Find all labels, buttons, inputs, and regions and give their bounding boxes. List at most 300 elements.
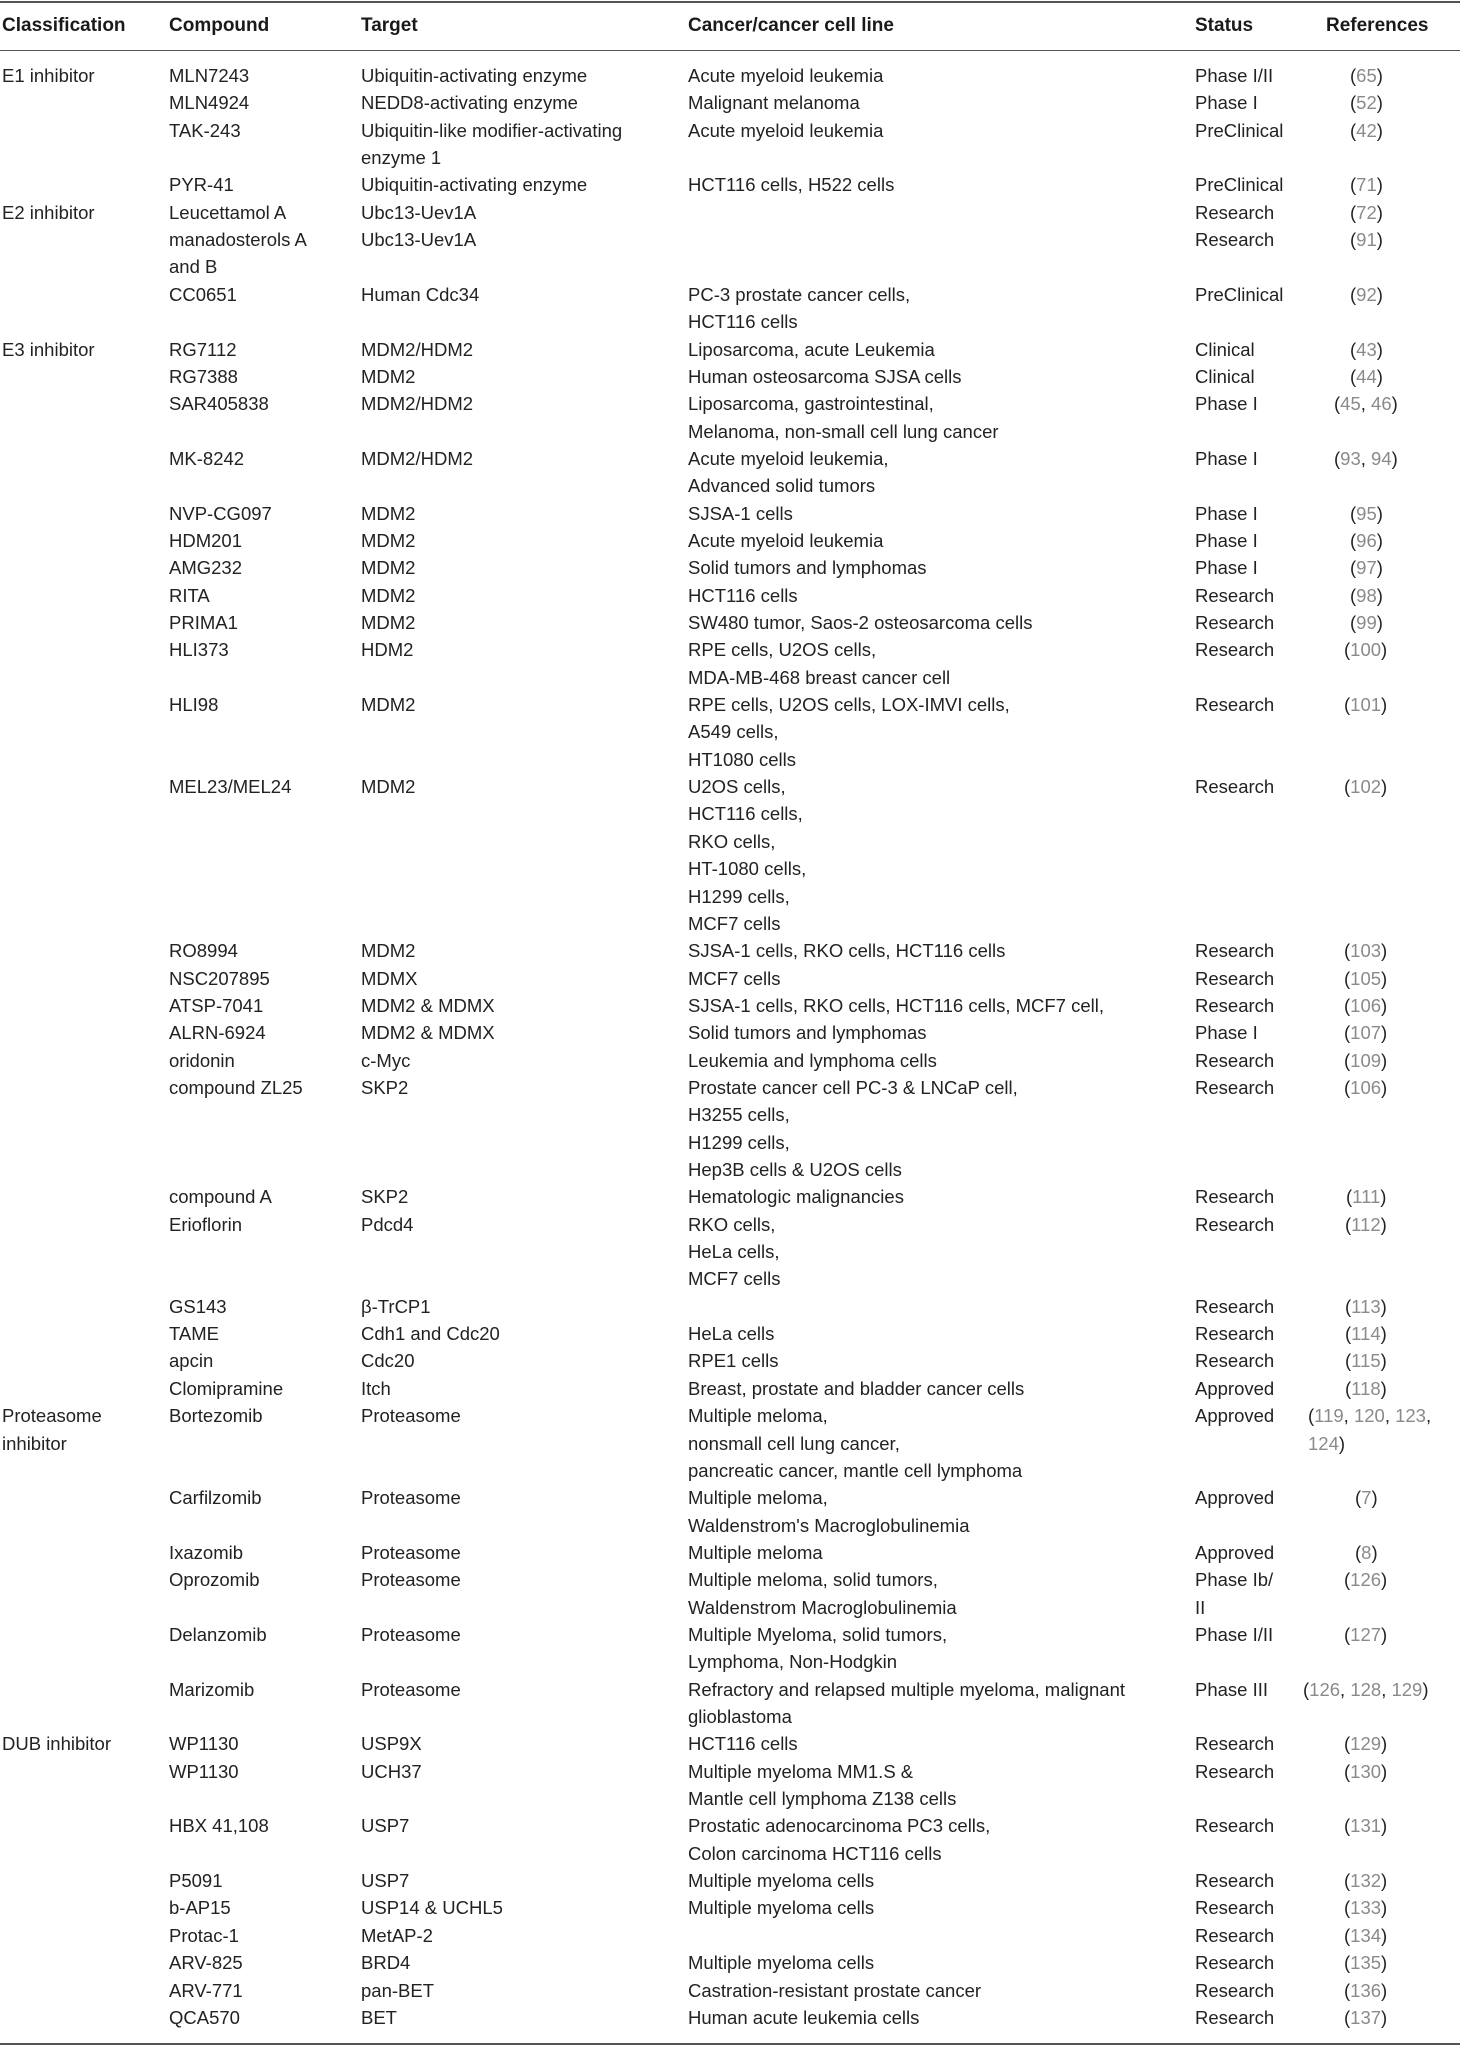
cell-status: PreClinical — [1195, 174, 1284, 196]
cell-references: (119, 120, 123, — [1308, 1405, 1432, 1427]
cell-cancer: HCT116 cells — [688, 311, 798, 333]
cell-references: (114) — [1345, 1323, 1387, 1345]
cell-references: (118) — [1345, 1377, 1387, 1399]
reference-link[interactable]: 112 — [1351, 1213, 1381, 1235]
cell-target: Proteasome — [361, 1487, 461, 1509]
cell-cancer: Lymphoma, Non-Hodgkin — [688, 1651, 898, 1673]
bottom-rule — [0, 2043, 1460, 2045]
reference-link[interactable]: 65 — [1356, 65, 1377, 86]
cell-compound: HDM201 — [169, 529, 242, 551]
cell-target: Ubiquitin-like modifier-activating — [361, 119, 623, 141]
cell-cancer: Liposarcoma, acute Leukemia — [688, 338, 935, 360]
reference-link[interactable]: 136 — [1350, 1979, 1382, 2001]
cell-status: Research — [1195, 1897, 1275, 1919]
cell-status: Research — [1195, 612, 1275, 633]
header-target: Target — [361, 15, 418, 36]
cell-target: pan-BET — [361, 1979, 435, 2001]
cell-classification: DUB inhibitor — [2, 1733, 111, 1755]
cell-cancer: Multiple meloma — [688, 1541, 823, 1563]
reference-link[interactable]: 96 — [1356, 529, 1377, 551]
cell-cancer: A549 cells, — [688, 721, 779, 743]
cell-cancer: Castration-resistant prostate cancer — [688, 1979, 982, 2001]
cell-cancer: Colon carcinoma HCT116 cells — [688, 1842, 942, 1864]
cell-compound: RO8994 — [169, 940, 238, 962]
cell-cancer: PC-3 prostate cancer cells, — [688, 283, 911, 305]
cell-references: (131) — [1344, 1815, 1388, 1837]
cell-status: Phase I/II — [1195, 1623, 1274, 1645]
cell-cancer: RPE cells, U2OS cells, — [688, 639, 877, 661]
cell-cancer: HCT116 cells — [688, 1733, 798, 1755]
cell-status: Research — [1195, 584, 1275, 606]
cell-compound: HLI98 — [169, 694, 219, 716]
cell-compound: Bortezomib — [169, 1405, 263, 1427]
reference-link[interactable]: 134 — [1350, 1924, 1382, 1946]
cell-compound: apcin — [169, 1350, 214, 1372]
cell-cancer: Solid tumors and lymphomas — [688, 557, 927, 579]
cell-target: β-TrCP1 — [361, 1295, 431, 1317]
cell-cancer: H3255 cells, — [688, 1104, 790, 1126]
cell-target: Cdc20 — [361, 1350, 415, 1372]
cell-status: Research — [1195, 639, 1275, 661]
cell-compound: WP1130 — [169, 1760, 239, 1782]
cell-status: Phase I — [1195, 447, 1258, 469]
cell-references: (127) — [1344, 1623, 1388, 1645]
cell-target: MDM2/HDM2 — [361, 338, 474, 360]
cell-cancer: Breast, prostate and bladder cancer cells — [688, 1377, 1025, 1399]
cell-cancer: Melanoma, non-small cell lung cancer — [688, 420, 999, 442]
cell-compound: AMG232 — [169, 557, 243, 579]
header-cancer: Cancer/cancer cell line — [688, 15, 894, 36]
cell-status: Research — [1195, 1760, 1275, 1782]
cell-status: Phase I — [1195, 502, 1258, 524]
cell-status: Phase I — [1195, 1022, 1258, 1044]
cell-status: Phase III — [1195, 1678, 1269, 1700]
cell-target: MDM2/HDM2 — [361, 393, 474, 415]
cell-compound: Ixazomib — [169, 1541, 244, 1563]
cell-compound: GS143 — [169, 1295, 227, 1317]
cell-target: MDM2 — [361, 502, 416, 524]
cell-compound: RG7112 — [169, 338, 237, 360]
cell-references: (99) — [1350, 612, 1383, 633]
reference-link[interactable]: 106 — [1350, 994, 1382, 1016]
cell-cancer: Multiple Myeloma, solid tumors, — [688, 1623, 948, 1645]
cell-target: Proteasome — [361, 1623, 461, 1645]
cell-compound: WP1130 — [169, 1733, 239, 1755]
reference-link[interactable]: 128 — [1350, 1678, 1382, 1700]
cell-target: Itch — [361, 1377, 391, 1399]
cell-cancer: H1299 cells, — [688, 1131, 790, 1153]
cell-target: BET — [361, 2006, 397, 2028]
cell-cancer: Solid tumors and lymphomas — [688, 1022, 927, 1044]
cell-compound: oridonin — [169, 1049, 235, 1071]
cell-status: Research — [1195, 1323, 1275, 1345]
cell-compound: ATSP-7041 — [169, 994, 264, 1016]
cell-target: Proteasome — [361, 1569, 461, 1591]
reference-link[interactable]: 43 — [1356, 338, 1377, 360]
cell-status: Research — [1195, 776, 1275, 798]
cell-target: Human Cdc34 — [361, 283, 480, 305]
reference-link[interactable]: 97 — [1356, 557, 1377, 579]
cell-compound: NSC207895 — [169, 967, 270, 989]
reference-link[interactable]: 113 — [1351, 1295, 1381, 1317]
cell-classification: Proteasome — [2, 1405, 102, 1427]
cell-cancer: MCF7 cells — [688, 1268, 781, 1290]
cell-cancer: Acute myeloid leukemia — [688, 529, 884, 551]
cell-status: Research — [1195, 1295, 1275, 1317]
cell-compound: MLN4924 — [169, 92, 250, 114]
reference-link[interactable]: 105 — [1350, 967, 1382, 989]
cell-references: (126, 128, 129) — [1303, 1678, 1429, 1700]
cell-status: II — [1195, 1596, 1206, 1618]
cell-references: (102) — [1344, 776, 1388, 798]
cell-cancer: pancreatic cancer, mantle cell lymphoma — [688, 1459, 1023, 1481]
cell-compound: Marizomib — [169, 1678, 255, 1700]
cell-references: (98) — [1350, 584, 1383, 606]
cell-status: Phase I/II — [1195, 65, 1274, 86]
reference-link[interactable]: 44 — [1356, 365, 1377, 387]
cell-compound: Protac-1 — [169, 1924, 239, 1946]
cell-target: HDM2 — [361, 639, 414, 661]
reference-link[interactable]: 91 — [1356, 229, 1377, 251]
cell-compound: MLN7243 — [169, 65, 250, 86]
cell-target: MDM2 — [361, 557, 416, 579]
cell-references: (43) — [1350, 338, 1383, 360]
top-rule — [0, 1, 1460, 3]
cell-cancer: MCF7 cells — [688, 912, 781, 934]
cell-cancer: Leukemia and lymphoma cells — [688, 1049, 937, 1071]
reference-link[interactable]: 133 — [1350, 1897, 1382, 1919]
reference-link[interactable]: 7 — [1361, 1487, 1372, 1509]
cell-target: MDM2 & MDMX — [361, 994, 495, 1016]
cell-target: SKP2 — [361, 1076, 409, 1098]
cell-status: Clinical — [1195, 365, 1255, 387]
cell-compound: PRIMA1 — [169, 612, 238, 633]
cell-compound: ARV-771 — [169, 1979, 243, 2001]
cell-status: Phase Ib/ — [1195, 1569, 1274, 1591]
reference-link[interactable]: 126 — [1350, 1569, 1382, 1591]
cell-compound: MEL23/MEL24 — [169, 776, 292, 798]
reference-link[interactable]: 118 — [1351, 1377, 1381, 1399]
cell-cancer: Multiple myeloma MM1.S & — [688, 1760, 914, 1782]
cell-compound: HBX 41,108 — [169, 1815, 269, 1837]
cell-target: Cdh1 and Cdc20 — [361, 1323, 500, 1345]
cell-target: UCH37 — [361, 1760, 422, 1782]
cell-references: (95) — [1350, 502, 1383, 524]
reference-link[interactable]: 115 — [1351, 1350, 1381, 1372]
reference-link[interactable]: 114 — [1351, 1323, 1381, 1345]
cell-status: Research — [1195, 1076, 1275, 1098]
cell-cancer: Malignant melanoma — [688, 92, 860, 114]
reference-link[interactable]: 131 — [1350, 1815, 1382, 1837]
cell-cancer: Acute myeloid leukemia — [688, 65, 884, 86]
cell-references: (135) — [1344, 1952, 1388, 1974]
cell-references: (42) — [1350, 119, 1383, 141]
cell-status: Approved — [1195, 1405, 1275, 1427]
reference-link[interactable]: 120 — [1353, 1405, 1385, 1427]
header-references: References — [1326, 15, 1429, 36]
cell-target: BRD4 — [361, 1952, 411, 1974]
cell-cancer: HeLa cells — [688, 1323, 775, 1345]
cell-cancer: SJSA-1 cells — [688, 502, 793, 524]
cell-cancer: Refractory and relapsed multiple myeloma, malignant — [688, 1678, 1126, 1700]
cell-status: Research — [1195, 967, 1275, 989]
cell-references: (45, 46) — [1334, 393, 1398, 415]
cell-status: Research — [1195, 1733, 1275, 1755]
cell-status: Research — [1195, 1815, 1275, 1837]
cell-status: Research — [1195, 1213, 1275, 1235]
reference-link[interactable]: 42 — [1356, 119, 1377, 141]
cell-status: PreClinical — [1195, 119, 1284, 141]
cell-references: 124) — [1308, 1432, 1346, 1454]
cell-references: (101) — [1344, 694, 1388, 716]
reference-link[interactable]: 127 — [1350, 1623, 1382, 1645]
reference-link[interactable]: 106 — [1350, 1076, 1382, 1098]
reference-link[interactable]: 111 — [1352, 1186, 1381, 1208]
cell-status: Research — [1195, 1350, 1275, 1372]
reference-link[interactable]: 101 — [1350, 694, 1382, 716]
cell-target: MDMX — [361, 967, 418, 989]
cell-cancer: HeLa cells, — [688, 1241, 780, 1263]
reference-link[interactable]: 93 — [1340, 447, 1361, 469]
cell-target: SKP2 — [361, 1186, 409, 1208]
cell-compound: compound ZL25 — [169, 1076, 303, 1098]
cell-compound: Clomipramine — [169, 1377, 284, 1399]
cell-references: (8) — [1355, 1541, 1378, 1563]
cell-cancer: Waldenstrom's Macroglobulinemia — [688, 1514, 970, 1536]
cell-target: USP14 & UCHL5 — [361, 1897, 503, 1919]
reference-link[interactable]: 92 — [1356, 283, 1377, 305]
cell-references: (65) — [1350, 65, 1383, 86]
cell-compound: Erioflorin — [169, 1213, 242, 1235]
cell-compound: Delanzomib — [169, 1623, 267, 1645]
cell-cancer: RPE1 cells — [688, 1350, 779, 1372]
cell-cancer: Prostate cancer cell PC-3 & LNCaP cell, — [688, 1076, 1018, 1098]
cell-cancer: Multiple meloma, solid tumors, — [688, 1569, 938, 1591]
cell-cancer: Waldenstrom Macroglobulinemia — [688, 1596, 957, 1618]
cell-status: Research — [1195, 940, 1275, 962]
cell-compound: HLI373 — [169, 639, 229, 661]
cell-target: MDM2 — [361, 694, 416, 716]
cell-target: MDM2 — [361, 365, 416, 387]
reference-link[interactable]: 129 — [1391, 1678, 1423, 1700]
cell-references: (93, 94) — [1334, 447, 1398, 469]
cell-status: Clinical — [1195, 338, 1255, 360]
cell-references: (115) — [1345, 1350, 1387, 1372]
cell-references: (96) — [1350, 529, 1383, 551]
cell-references: (112) — [1345, 1213, 1387, 1235]
cell-target: USP7 — [361, 1815, 410, 1837]
cell-status: Phase I — [1195, 92, 1258, 114]
cell-references: (44) — [1350, 365, 1383, 387]
cell-target: MDM2 — [361, 612, 416, 633]
reference-link[interactable]: 132 — [1350, 1870, 1382, 1892]
cell-status: Research — [1195, 2006, 1275, 2028]
cell-status: Research — [1195, 1049, 1275, 1071]
cell-status: Research — [1195, 1979, 1275, 2001]
cell-compound: compound A — [169, 1186, 272, 1208]
cell-cancer: Multiple meloma, — [688, 1487, 828, 1509]
cell-compound: Oprozomib — [169, 1569, 260, 1591]
reference-link[interactable]: 126 — [1309, 1678, 1341, 1700]
cell-status: Research — [1195, 1186, 1275, 1208]
reference-link[interactable]: 98 — [1356, 584, 1377, 606]
reference-link[interactable]: 135 — [1350, 1952, 1382, 1974]
reference-link[interactable]: 107 — [1350, 1022, 1382, 1044]
reference-link[interactable]: 45 — [1340, 393, 1361, 415]
cell-compound: SAR405838 — [169, 393, 269, 415]
cell-cancer: Hematologic malignancies — [688, 1186, 904, 1208]
cell-status: Research — [1195, 694, 1275, 716]
cell-target: Pdcd4 — [361, 1213, 414, 1235]
cell-references: (130) — [1344, 1760, 1388, 1782]
cell-cancer: Acute myeloid leukemia — [688, 119, 884, 141]
cell-status: Research — [1195, 1952, 1275, 1974]
reference-link[interactable]: 52 — [1356, 92, 1377, 114]
cell-target: MDM2 — [361, 584, 416, 606]
cell-status: Research — [1195, 1870, 1275, 1892]
cell-compound: ARV-825 — [169, 1952, 243, 1974]
reference-link[interactable]: 130 — [1350, 1760, 1382, 1782]
cell-cancer: nonsmall cell lung cancer, — [688, 1432, 900, 1454]
cell-references: (105) — [1344, 967, 1388, 989]
cell-cancer: MDA-MB-468 breast cancer cell — [688, 666, 951, 688]
cell-references: (72) — [1350, 201, 1383, 223]
reference-link[interactable]: 109 — [1350, 1049, 1382, 1071]
cell-cancer: U2OS cells, — [688, 776, 786, 798]
cell-status: Research — [1195, 994, 1275, 1016]
cell-status: Approved — [1195, 1487, 1275, 1509]
cell-cancer: glioblastoma — [688, 1706, 792, 1727]
cell-compound: b-AP15 — [169, 1897, 231, 1919]
cell-cancer: Acute myeloid leukemia, — [688, 447, 889, 469]
reference-link[interactable]: 72 — [1356, 201, 1377, 223]
cell-status: Research — [1195, 201, 1275, 223]
cell-cancer: HT1080 cells — [688, 748, 796, 770]
cell-compound: TAK-243 — [169, 119, 241, 141]
cell-cancer: SW480 tumor, Saos-2 osteosarcoma cells — [688, 612, 1033, 633]
cell-status: Phase I — [1195, 393, 1258, 415]
cell-cancer: Mantle cell lymphoma Z138 cells — [688, 1788, 957, 1810]
cell-references: (109) — [1344, 1049, 1388, 1071]
cell-references: (134) — [1344, 1924, 1388, 1946]
cell-target: c-Myc — [361, 1049, 411, 1071]
cell-status: Phase I — [1195, 557, 1258, 579]
reference-link[interactable]: 102 — [1350, 776, 1382, 798]
cell-references: (106) — [1344, 1076, 1388, 1098]
cell-references: (97) — [1350, 557, 1383, 579]
cell-cancer: SJSA-1 cells, RKO cells, HCT116 cells, MCF7 cell, — [688, 994, 1105, 1016]
cell-compound: P5091 — [169, 1870, 223, 1892]
cell-cancer: Liposarcoma, gastrointestinal, — [688, 393, 934, 415]
cell-classification: E1 inhibitor — [2, 65, 95, 86]
cell-references: (107) — [1344, 1022, 1388, 1044]
cell-references: (71) — [1350, 174, 1383, 196]
cell-compound: Leucettamol A — [169, 201, 287, 223]
cell-references: (52) — [1350, 92, 1383, 114]
reference-link[interactable]: 123 — [1395, 1405, 1426, 1427]
cell-cancer: Human osteosarcoma SJSA cells — [688, 365, 962, 387]
cell-target: Ubiquitin-activating enzyme — [361, 65, 588, 86]
cell-status: Approved — [1195, 1377, 1275, 1399]
cell-compound: RITA — [169, 584, 210, 606]
cell-cancer: Prostatic adenocarcinoma PC3 cells, — [688, 1815, 991, 1837]
cell-target: NEDD8-activating enzyme — [361, 92, 578, 114]
reference-link[interactable]: 103 — [1350, 940, 1382, 962]
cell-compound: Carfilzomib — [169, 1487, 262, 1509]
header-compound: Compound — [169, 15, 270, 36]
cell-references: (133) — [1344, 1897, 1388, 1919]
reference-link[interactable]: 71 — [1356, 174, 1377, 196]
cell-compound: QCA570 — [169, 2006, 240, 2028]
reference-link[interactable]: 94 — [1371, 447, 1392, 469]
cell-references: (91) — [1350, 229, 1383, 251]
cell-compound: RG7388 — [169, 365, 238, 387]
cell-classification: inhibitor — [2, 1432, 67, 1454]
cell-cancer: Multiple meloma, — [688, 1405, 828, 1427]
cell-target: Ubiquitin-activating enzyme — [361, 174, 588, 196]
cell-cancer: HCT116 cells, H522 cells — [688, 174, 895, 196]
cell-target: Ubc13-Uev1A — [361, 229, 477, 251]
cell-cancer: Advanced solid tumors — [688, 475, 876, 497]
reference-link[interactable]: 8 — [1361, 1541, 1372, 1563]
cell-cancer: RKO cells, — [688, 830, 776, 852]
cell-compound: CC0651 — [169, 283, 237, 305]
cell-target: enzyme 1 — [361, 147, 442, 169]
reference-link[interactable]: 129 — [1350, 1733, 1382, 1755]
cell-references: (103) — [1344, 940, 1388, 962]
cell-target: Proteasome — [361, 1678, 461, 1700]
cell-status: Phase I — [1195, 529, 1258, 551]
cell-cancer: Human acute leukemia cells — [688, 2006, 920, 2028]
cell-references: (92) — [1350, 283, 1383, 305]
reference-link[interactable]: 99 — [1356, 612, 1377, 633]
cell-cancer: HT-1080 cells, — [688, 858, 807, 880]
header-rule — [0, 50, 1460, 51]
cell-cancer: H1299 cells, — [688, 885, 790, 907]
header-status: Status — [1195, 15, 1254, 36]
cell-references: (132) — [1344, 1870, 1388, 1892]
cell-status: Research — [1195, 229, 1275, 251]
cell-compound: NVP-CG097 — [169, 502, 272, 524]
cell-compound: ALRN-6924 — [169, 1022, 266, 1044]
cell-target: MDM2 — [361, 529, 416, 551]
cell-target: MDM2 — [361, 940, 416, 962]
cell-classification: E3 inhibitor — [2, 338, 95, 360]
reference-link[interactable]: 124 — [1308, 1432, 1339, 1454]
cell-cancer: Multiple myeloma cells — [688, 1952, 875, 1974]
cell-cancer: Multiple myeloma cells — [688, 1870, 875, 1892]
cell-target: MetAP-2 — [361, 1924, 433, 1946]
cell-cancer: Multiple myeloma cells — [688, 1897, 875, 1919]
reference-link[interactable]: 46 — [1371, 393, 1392, 415]
cell-references: (137) — [1344, 2006, 1388, 2028]
cell-references: (126) — [1344, 1569, 1388, 1591]
cell-target: USP9X — [361, 1733, 422, 1755]
cell-classification: E2 inhibitor — [2, 201, 95, 223]
cell-references: (111) — [1346, 1186, 1387, 1208]
reference-link[interactable]: 119 — [1314, 1405, 1344, 1427]
cell-cancer: Hep3B cells & U2OS cells — [688, 1159, 902, 1180]
cell-target: Proteasome — [361, 1541, 461, 1563]
cell-target: Proteasome — [361, 1405, 461, 1427]
reference-link[interactable]: 100 — [1350, 639, 1382, 661]
cell-status: Research — [1195, 1924, 1275, 1946]
reference-link[interactable]: 95 — [1356, 502, 1377, 524]
cell-status: Approved — [1195, 1541, 1275, 1563]
cell-cancer: HCT116 cells, — [688, 803, 803, 825]
cell-compound: TAME — [169, 1323, 220, 1345]
reference-link[interactable]: 137 — [1350, 2006, 1382, 2028]
